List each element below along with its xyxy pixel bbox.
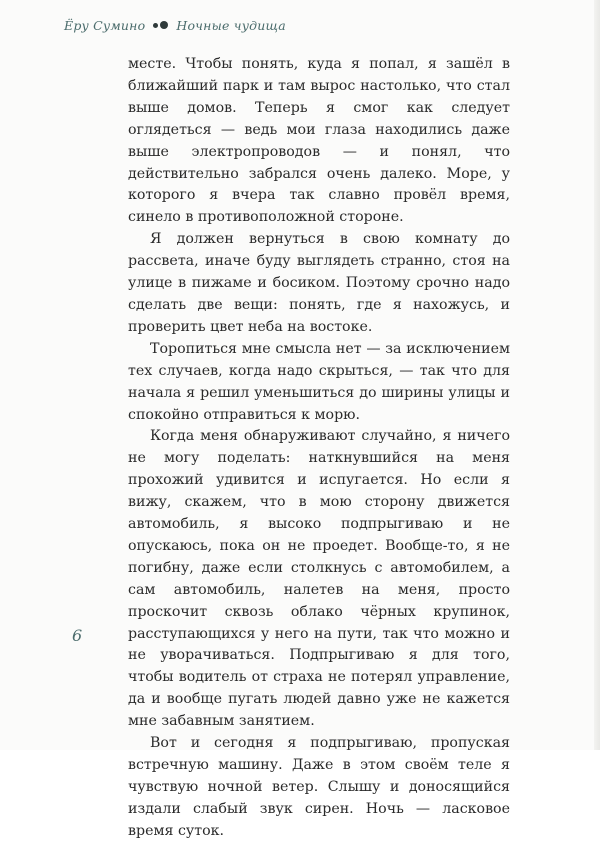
small-dot-icon — [153, 23, 158, 28]
running-head — [64, 12, 286, 38]
paragraph: Вот и сегодня я подпрыгиваю, пропуская встречную машину. Даже в этом своём теле я чувствую ночной ветер. Слышу и доносящийся издали слабый звук сирен. Ночь — ласковое время суток. — [128, 735, 510, 839]
big-dot-icon — [160, 21, 168, 29]
paragraph: Торопиться мне смысла нет — за исключением тех случаев, когда надо скрыться, — так что для начала я решил уменьшиться до ширины улицы и спокойно отправиться к морю. — [128, 340, 510, 423]
dots-ornament-icon — [153, 21, 168, 29]
paragraph: месте. Чтобы понять, куда я попал, я зашёл в ближайший парк и там вырос настолько, что стал выше домов. Теперь я смог как следует оглядеться — ведь мои глаза находились даже выше электропроводов — и понял, что действительно забрался очень далеко. Море, у которого я вчера так славно провёл время, синело в противоположной стороне. — [128, 56, 510, 226]
running-head-title: Ночные чудища — [176, 17, 286, 33]
paragraph: Я должен вернуться в свою комнату до рассвета, иначе буду выглядеть странно, стоя на улице в пижаме и босиком. Поэтому срочно надо сделать две вещи: понять, где я нахожусь, и проверить цвет неба на востоке. — [128, 231, 510, 335]
paragraph: Когда меня обнаруживают случайно, я ничего не могу поделать: наткнувшийся на меня прохожий удивится и испугается. Но если я вижу, скажем, что в мою сторону движется автомобиль, я высоко подпрыгиваю и не опускаюсь, пока он не проедет. Вообще-то, я не погибну, даже если столкнусь с автомобилем, а сам автомобиль, налетев на меня, просто проскочит сквозь облако чёрных крупинок, расступающихся у него на пути, так что можно и не уворачиваться. Подпрыгиваю я для того, чтобы водитель от страха не потерял управление, да и вообще пугать людей давно уже не кажется мне забавным занятием. — [128, 428, 510, 730]
page-number: 6 — [72, 626, 83, 645]
page-edge — [594, 0, 600, 750]
body-text — [128, 54, 510, 843]
running-head-author: Ёру Сумино — [64, 17, 146, 33]
